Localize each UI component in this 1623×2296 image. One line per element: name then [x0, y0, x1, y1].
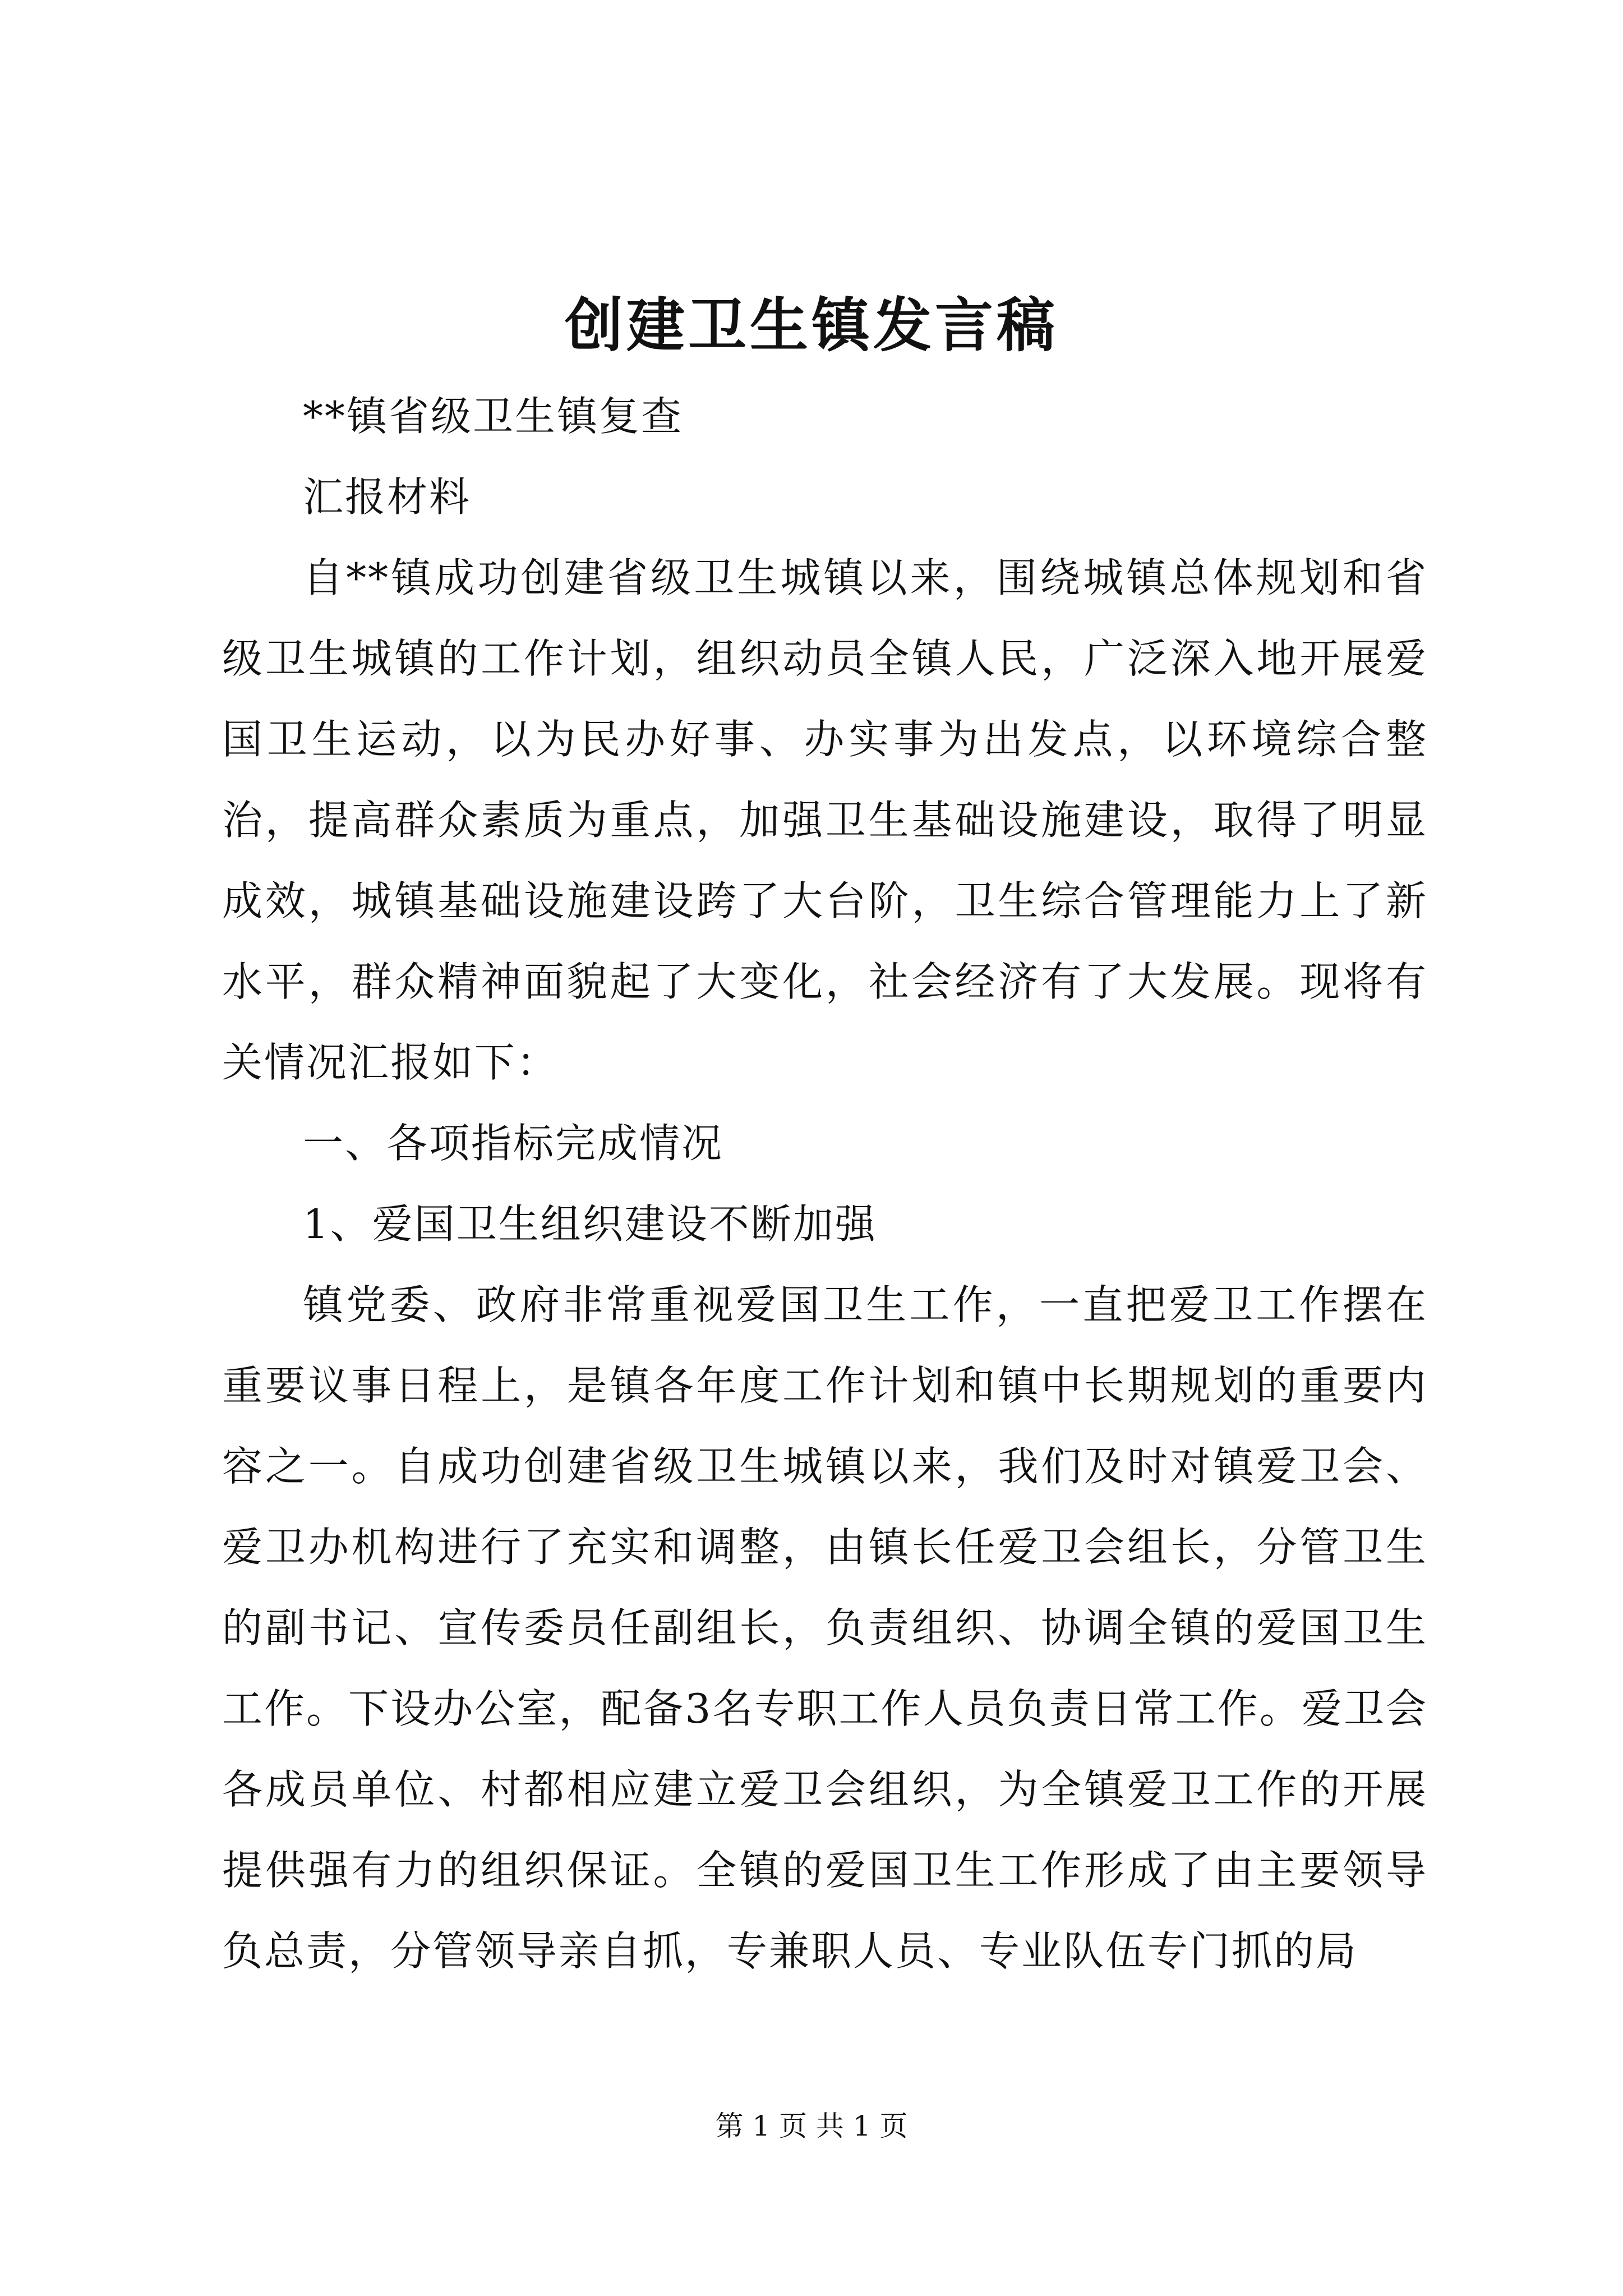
document-body: [222, 376, 1428, 1991]
subsection-heading: 1、爱国卫生组织建设不断加强: [303, 1200, 877, 1248]
page-footer: 第 1 页 共 1 页: [715, 2110, 908, 2142]
section-heading: 一、各项指标完成情况: [303, 1120, 724, 1167]
subtitle-line: **镇省级卫生镇复查: [303, 393, 684, 440]
body-paragraph: 镇党委、政府非常重视爱国卫生工作，一直把爱卫工作摆在重要议事日程上，是镇各年度工作计划和镇中长期规划的重要内容之一。自成功创建省级卫生城镇以来，我们及时对镇爱卫会、爱卫办机构进行了充实和调整，由镇长任爱卫会组长，分管卫生的副书记、宣传委员任副组长，负责组织、协调全镇的爱国卫生工作。下设办公室，配备3名专职工作人员负责日常工作。爱卫会各成员单位、村都相应建立爱卫会组织，为全镇爱卫工作的开展提供强有力的组织保证。全镇的爱国卫生工作形成了由主要领导负总责，分管领导亲自抓，专兼职人员、专业队伍专门抓的局: [222, 1281, 1428, 1975]
document-title: 创建卫生镇发言稿: [564, 291, 1058, 360]
subtitle-line-2: 汇报材料: [303, 473, 472, 521]
intro-paragraph: 自**镇成功创建省级卫生城镇以来，围绕城镇总体规划和省级卫生城镇的工作计划，组织动员全镇人民，广泛深入地开展爱国卫生运动，以为民办好事、办实事为出发点，以环境综合整治，提高群众素质为重点，加强卫生基础设施建设，取得了明显成效，城镇基础设施建设跨了大台阶，卫生综合管理能力上了新水平，群众精神面貌起了大变化，社会经济有了大发展。现将有关情况汇报如下：: [222, 554, 1428, 1086]
